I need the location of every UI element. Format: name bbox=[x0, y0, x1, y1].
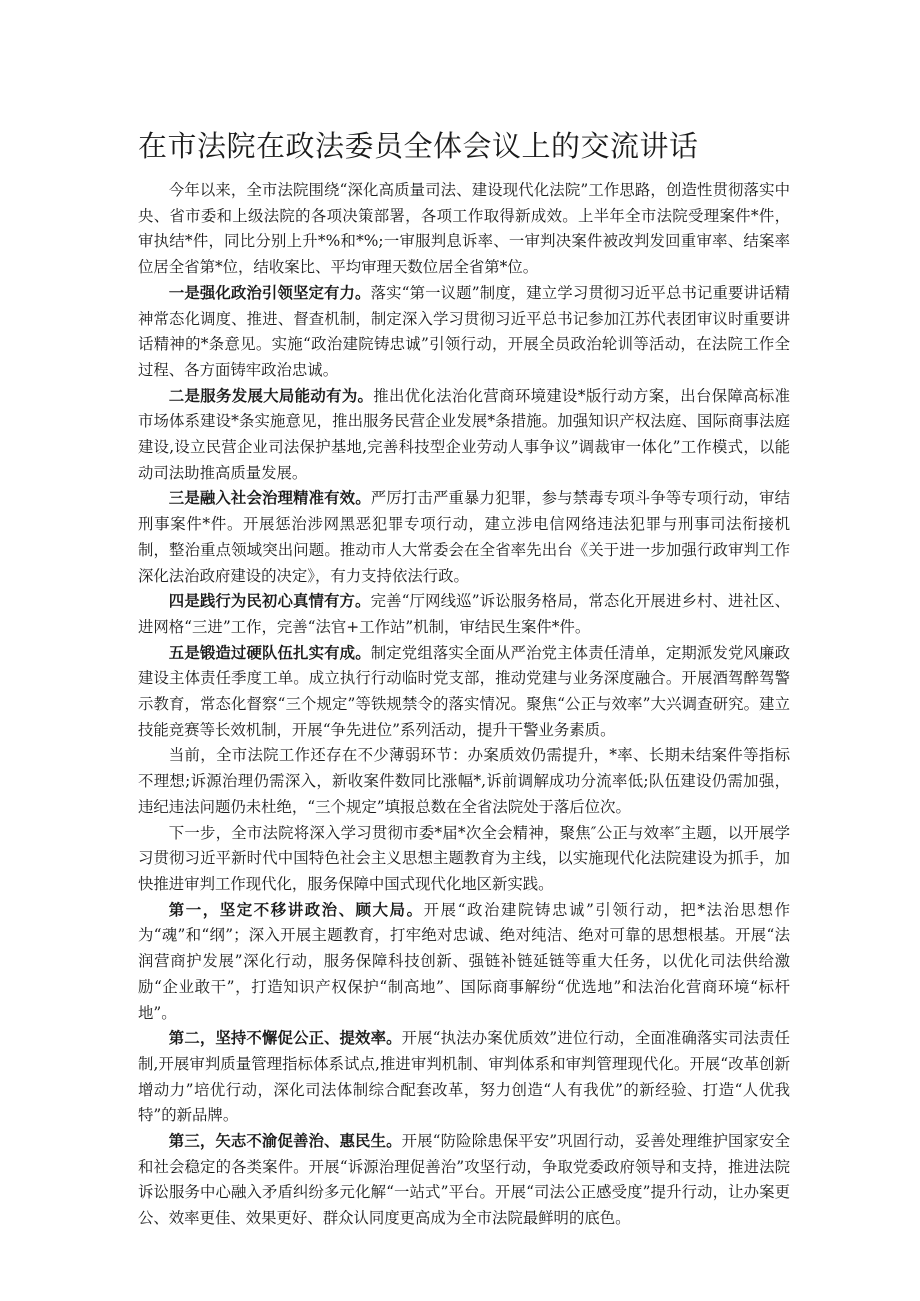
paragraph-lead: 第一，坚定不移讲政治、顾大局。 bbox=[168, 900, 424, 919]
paragraph-lead: 一是强化政治引领坚定有力。 bbox=[168, 283, 371, 302]
paragraph-text: 制定党组落实全面从严治党主体责任清单，定期派发党风廉政建设主体责任季度工单。成立执行行动临时党支部，推动党建与业务深度融合。开展酒驾醉驾警示教育，常态化督察“三个规定”等铁规禁令的落实情况。聚焦“公正与效率”大兴调查研究。建立技能竞赛等长效机制，开展“争先进位”系列活动，提升干警业务素质。 bbox=[138, 643, 790, 739]
paragraph-text: 当前，全市法院工作还存在不少薄弱环节：办案质效仍需提升，*率、长期未结案件等指标不理想;诉源治理仍需深入，新收案件数同比涨幅*,诉前调解成功分流率低;队伍建设仍需加强，违纪违法问题仍未杜绝，“三个规定”填报总数在全省法院处于落后位次。 bbox=[138, 746, 790, 816]
paragraph-lead: 三是融入社会治理精准有效。 bbox=[168, 489, 371, 508]
paragraph-text: 下一步，全市法院将深入学习贯彻市委*届*次全会精神，聚焦″公正与效率″主题，以开展学习贯彻习近平新时代中国特色社会主义思想主题教育为主线，以实施现代化法院建设为抓手，加快推进审判工作现代化，服务保障中国式现代化地区新实践。 bbox=[138, 823, 790, 893]
paragraph bbox=[138, 641, 790, 744]
paragraph-lead: 第二，坚持不懈促公正、提效率。 bbox=[168, 1029, 402, 1048]
paragraph-lead: 二是服务发展大局能动有为。 bbox=[168, 386, 374, 405]
paragraph bbox=[138, 384, 790, 487]
paragraph-text: 落实“第一议题”制度，建立学习贯彻习近平总书记重要讲话精神常态化调度、推进、督查机制，制定深入学习贯彻习近平总书记参加江苏代表团审议时重要讲话精神的*条意见。实施“政治建院铸忠诚”引领行动，开展全员政治轮训等活动，在法院工作全过程、各方面铸牢政治忠诚。 bbox=[138, 283, 790, 379]
paragraph bbox=[138, 281, 790, 384]
paragraph-lead: 第三，矢志不渝促善治、惠民生。 bbox=[168, 1132, 402, 1151]
document-title: 在市法院在政法委员全体会议上的交流讲话 bbox=[138, 129, 699, 163]
paragraph bbox=[138, 589, 790, 640]
paragraph-text: 严厉打击严重暴力犯罪，参与禁毒专项斗争等专项行动，审结刑事案件*件。开展惩治涉网黑恶犯罪专项行动，建立涉电信网络违法犯罪与刑事司法衔接机制，整治重点领域突出问题。推动市人大常委会在全省率先出台《关于进一步加强行政审判工作深化法治政府建设的决定》，有力支持依法行政。 bbox=[138, 489, 790, 585]
paragraph bbox=[138, 1129, 790, 1232]
paragraph-text: 开展“执法办案优质效”进位行动，全面准确落实司法责任制,开展审判质量管理指标体系试点,推进审判机制、审判体系和审判管理现代化。开展“改革创新增动力”培优行动，深化司法体制综合配套改革，努力创造“人有我优”的新经验、打造“人优我特”的新品牌。 bbox=[138, 1029, 790, 1125]
paragraph-text: 开展“政治建院铸忠诚”引领行动，把*法治思想作为“魂”和“纲”；深入开展主题教育，打牢绝对忠诚、绝对纯洁、绝对可靠的思想根基。开展“法润营商护发展”深化行动，服务保障科技创新、强链补链延链等重大任务，以优化司法供给激励“企业敢干”，打造知识产权保护“制高地”、国际商事解纷“优选地”和法治化营商环境“标杆地”。 bbox=[138, 900, 790, 1022]
paragraph bbox=[138, 898, 790, 1027]
paragraph bbox=[138, 1026, 790, 1129]
paragraph-text: 推出优化法治化营商环境建设*版行动方案，出台保障高标准市场体系建设*条实施意见，推出服务民营企业发展*条措施。加强知识产权法庭、国际商事法庭建设,设立民营企业司法保护基地,完善科技型企业劳动人事争议”调裁审一体化”工作模式，以能动司法助推高质量发展。 bbox=[138, 386, 790, 482]
paragraph bbox=[138, 178, 790, 281]
document-body bbox=[138, 178, 790, 1232]
paragraph-lead: 四是践行为民初心真情有方。 bbox=[168, 592, 371, 611]
paragraph bbox=[138, 486, 790, 589]
paragraph-text: 开展“防险除患保平安”巩固行动，妥善处理维护国家安全和社会稳定的各类案件。开展“诉源治理促善治”攻坚行动，争取党委政府领导和支持，推进法院诉讼服务中心融入矛盾纠纷多元化解“一站式”平台。开展“司法公正感受度”提升行动，让办案更公、效率更佳、效果更好、群众认同度更高成为全市法院最鲜明的底色。 bbox=[138, 1132, 790, 1228]
paragraph-text: 完善“厅网线巡”诉讼服务格局，常态化开展进乡村、进社区、进网格“三进”工作，完善“法官+工作站”机制，审结民生案件*件。 bbox=[138, 592, 790, 636]
paragraph-text: 今年以来，全市法院围绕“深化高质量司法、建设现代化法院”工作思路，创造性贯彻落实中央、省市委和上级法院的各项决策部署，各项工作取得新成效。上半年全市法院受理案件*件，审执结*件，同比分别上升*%和*%;一审服判息诉率、一审判决案件被改判发回重审率、结案率位居全省第*位，结收案比、平均审理天数位居全省第*位。 bbox=[138, 181, 790, 277]
paragraph bbox=[138, 821, 790, 898]
paragraph-lead: 五是锻造过硬队伍扎实有成。 bbox=[168, 643, 371, 662]
paragraph bbox=[138, 743, 790, 820]
